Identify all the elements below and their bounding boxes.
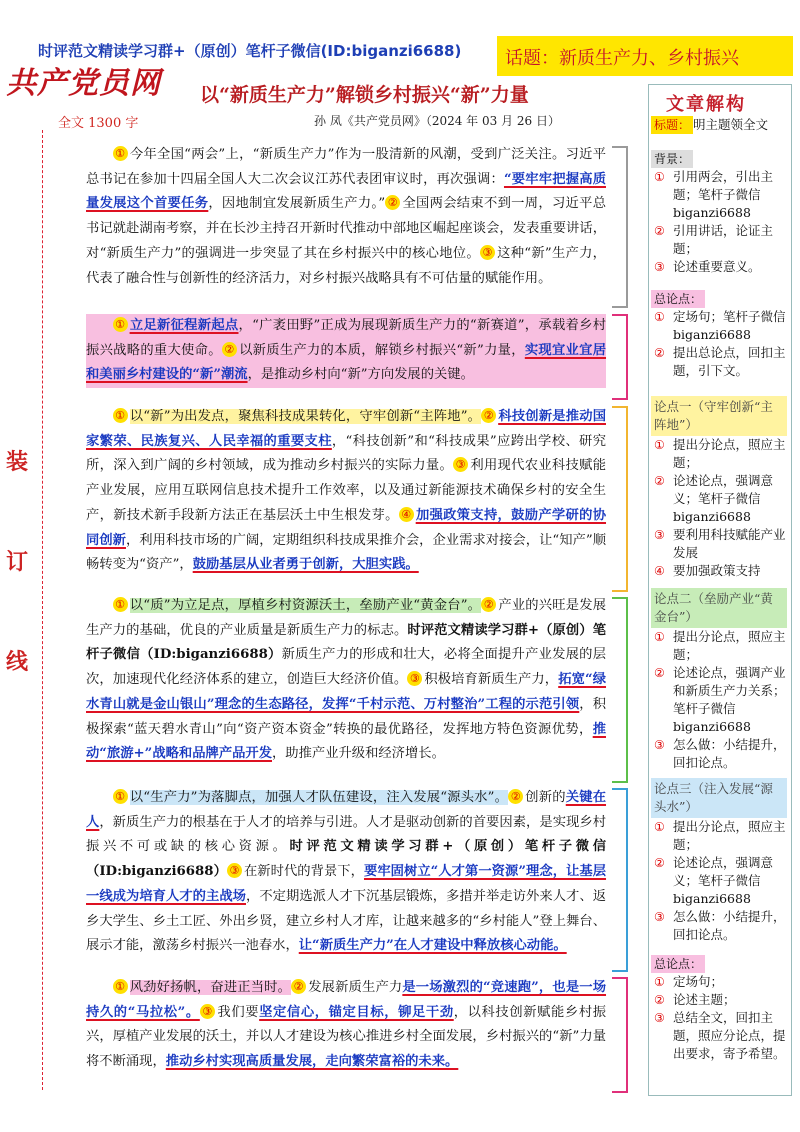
section-head: 论点三（注入发展“源头水”） — [651, 778, 787, 818]
title-note — [651, 116, 787, 134]
marker-3: ③ — [200, 1004, 215, 1019]
topic-text: 话题：新质生产力、乡村振兴 — [505, 48, 739, 69]
text: ，“广袤田野”正成为展现新质生产力的“新赛道”，承载着乡村振兴战略的重大使命。 — [86, 318, 606, 358]
paragraph-5 — [86, 786, 606, 959]
marker-1: ① — [113, 146, 128, 161]
text: 在新时代的背景下， — [243, 864, 364, 880]
marker-2: ② — [481, 597, 496, 612]
marker-3: ③ — [480, 245, 495, 260]
marker-1: ① — [113, 317, 128, 332]
key-phrase: 推动“旅游+”战略和品牌产品开发 — [86, 721, 606, 762]
marker-4: ④ — [399, 507, 414, 522]
analysis-item: ② 论述论点，强调意义；笔杆子微信 biganzi6688 — [654, 855, 774, 906]
text: 积极培育新质生产力， — [424, 672, 559, 688]
analysis-item: ③ 怎么做：小结提升，回扣论点。 — [654, 909, 786, 942]
binding-char-2: 订 — [6, 549, 29, 575]
sub-point: 以“生产力”为落脚点，加强人才队伍建设，注入发展“源头水”。 — [129, 790, 509, 805]
text: ，助推产业升级和经济增长。 — [272, 746, 445, 762]
text: 今年全国“两会”上，“新质生产力”作为一股清新的风潮，受到广泛关注。习近平总书记在参加十四届全国人大二次会议江苏代表团审议时，再次强调： — [86, 147, 606, 187]
text: ，不定期选派人才下沉基层锻炼，多措并举走访外来人才、返乡大学生、乡土工匠、外出乡贤，建立乡村人才库，让越来越多的“乡村能人”登上舞台、展示才能，激荡乡村振兴一池春水， — [86, 888, 607, 954]
paragraph-3 — [86, 405, 606, 578]
marker-3: ③ — [453, 457, 468, 472]
article-title: 以“新质生产力”解锁乡村振兴“新”力量 — [200, 84, 529, 106]
analysis-item: ③ 总结全文，回扣主题，照应分论点，提出要求，寄予希望。 — [654, 1010, 786, 1061]
analysis-item: ③ 怎么做：小结提升，回扣论点。 — [654, 737, 786, 770]
key-phrase: 科技创新是推动国家繁荣、民族复兴、人民幸福的重要支柱 — [86, 409, 606, 449]
analysis-conclusion — [651, 955, 787, 1063]
text: 风劲好扬帆，奋进正当时。 — [129, 980, 292, 995]
inline-watermark: 时评范文精读学习群+（原创）笔杆子微信（ID:biganzi6688） — [86, 622, 606, 663]
analysis-item: ② 论述主题； — [654, 992, 736, 1007]
marker-1: ① — [113, 597, 128, 612]
marker-2: ② — [385, 195, 400, 210]
bracket-point1 — [612, 406, 628, 592]
section-head: 背景： — [651, 150, 693, 168]
site-logo: 共产党员网 — [6, 66, 161, 101]
text: 利用现代农业科技赋能产业发展，应用互联网信息技术提升工作效率，以及通过新能源技术确保乡村的安全生产，新技术新手段新方法正在基层沃土中生根发芽。 — [86, 458, 607, 523]
analysis-point2 — [651, 588, 787, 772]
word-count: 全文 1300 字 — [58, 116, 139, 131]
binding-char-3: 线 — [6, 649, 29, 675]
marker-1: ① — [113, 979, 128, 994]
key-phrase: 推动乡村实现高质量发展，走向繁荣富裕的未来。 — [165, 1054, 459, 1070]
analysis-item: ① 提出分论点，照应主题； — [654, 819, 786, 852]
text: 新质生产力的形成和壮大，必将全面提升产业发展的层次，加速现代化经济体系的建立，创造巨大经济价值。 — [86, 647, 607, 688]
key-phrase: 让“新质生产力”在人才建设中释放核心动能。 — [298, 938, 567, 954]
group-header: 时评范文精读学习群+（原创）笔杆子微信(ID:biganzi6688) — [38, 42, 462, 60]
text: ，积极探索“蓝天碧水青山”向“资产资本资金”转换的最优路径，发挥地方特色资源优势， — [86, 696, 607, 737]
marker-3: ③ — [407, 671, 422, 686]
analysis-item: ④ 要加强政策支持 — [654, 563, 761, 578]
analysis-item: ① 提出分论点，照应主题； — [654, 629, 786, 662]
analysis-item: ② 提出总论点，回扣主题，引下文。 — [654, 345, 786, 378]
analysis-item: ② 引用讲话，论证主题； — [654, 223, 774, 256]
marker-2: ② — [291, 979, 306, 994]
bracket-point3 — [612, 788, 628, 972]
analysis-item: ① 定场句； — [654, 974, 724, 989]
paragraph-6 — [86, 976, 606, 1075]
analysis-item: ③ 论述重要意义。 — [654, 259, 761, 274]
bracket-conclusion — [612, 977, 628, 1093]
key-phrase: 要牢固树立“人才第一资源”理念，让基层一线成为培育人才的主战场 — [86, 864, 607, 904]
analysis-item: ① 提出分论点，照应主题； — [654, 437, 786, 470]
section-head: 论点一（守牢创新“主阵地”） — [651, 396, 787, 436]
section-head: 论点二（垒励产业“黄金台”） — [651, 588, 787, 628]
marker-1: ① — [113, 408, 128, 423]
key-phrase: 是一场激烈的“竞速跑”，也是一场持久的“马拉松”。 — [86, 980, 607, 1020]
sub-point: 以“质”为立足点，厚植乡村资源沃土，垒励产业“黄金台”。 — [129, 598, 482, 613]
text: ，新质生产力的根基在于人才的培养与引进。人才是驱动创新的首要因素，是实现乡村振兴不可或缺的核心资源。 — [86, 814, 607, 855]
key-phrase: 实现宜业宜居和美丽乡村建设的“新”潮流 — [86, 342, 607, 383]
analysis-title: 文章解构 — [666, 94, 746, 115]
key-phrase: 拓宽“绿水青山就是金山银山”理念的生态路径，发挥“千村示范、万村整治”工程的示范引领 — [86, 672, 607, 712]
text: 发展新质生产力 — [308, 980, 403, 995]
analysis-overall — [651, 290, 787, 380]
text: ，因地制宜发展新质生产力。” — [208, 196, 386, 212]
text: 创新的 — [525, 790, 566, 805]
analysis-background — [651, 150, 787, 276]
analysis-point1 — [651, 396, 787, 580]
text: 我们要 — [216, 1004, 260, 1020]
inline-watermark: 时评范文精读学习群+（原创）笔杆子微信（ID:biganzi6688） — [86, 839, 606, 880]
analysis-item: ① 定场句；笔杆子微信 biganzi6688 — [654, 309, 786, 342]
text: ，以科技创新赋能乡村振兴，厚植产业发展的沃土，并以人才建设为核心推进乡村全面发展，乡村振兴的“新”力量将不断涌现， — [86, 1004, 607, 1070]
bracket-background — [612, 146, 628, 308]
analysis-point3 — [651, 778, 787, 944]
analysis-item: ② 论述论点，强调意义；笔杆子微信 biganzi6688 — [654, 473, 774, 524]
analysis-item: ③ 要利用科技赋能产业发展 — [654, 527, 786, 560]
section-head: 总论点： — [651, 290, 705, 308]
binding-char-1: 装 — [6, 449, 29, 475]
text: ，是推动乡村向“新”方向发展的关键。 — [247, 367, 474, 383]
paragraph-1 — [86, 143, 606, 291]
text: 产业的兴旺是发展生产力的基础，优良的产业质量是新质生产力的标志。 — [86, 598, 606, 638]
key-phrase: 立足新征程新起点 — [129, 318, 239, 333]
analysis-item: ① 引用两会，引出主题；笔杆子微信 biganzi6688 — [654, 169, 774, 220]
text: 这种“新”生产力，代表了融合性与创新性的经济活力，对乡村振兴战略具有不可估量的赋能作用。 — [86, 245, 606, 286]
key-phrase: 加强政策支持，鼓励产学研的协同创新 — [86, 507, 607, 548]
marker-1: ① — [113, 789, 128, 804]
bracket-overall — [612, 314, 628, 400]
marker-3: ③ — [227, 863, 242, 878]
bracket-point2 — [612, 597, 628, 783]
key-phrase: 关键在人 — [86, 790, 607, 830]
text: ，利用科技市场的广阔，定期组织科技成果推介会，企业需求对接会，让“知产”顺畅转变为“资产”， — [86, 532, 606, 573]
title-note-text: 明主题领全文 — [693, 117, 769, 132]
text: 以新质生产力的本质，解锁乡村振兴“新”力量， — [238, 342, 525, 358]
binding-line — [42, 130, 43, 1090]
analysis-item: ② 论述论点，强调产业和新质生产力关系；笔杆子微信 biganzi6688 — [654, 665, 786, 734]
key-quote: “要牢牢把握高质量发展这个首要任务 — [86, 171, 606, 212]
paragraph-4 — [86, 594, 606, 767]
marker-2: ② — [222, 342, 237, 357]
marker-2: ② — [508, 789, 523, 804]
section-head: 总论点： — [651, 955, 705, 973]
byline: 孙 凤《共产党员网》（2024 年 03 月 26 日） — [314, 114, 560, 128]
sub-point: 以“新”为出发点，聚焦科技成果转化，守牢创新“主阵地”。 — [129, 409, 482, 424]
marker-2: ② — [481, 408, 496, 423]
key-phrase: 鼓励基层从业者勇于创新，大胆实践。 — [192, 557, 419, 573]
text: 全国两会结束不到一周，习近平总书记就赴湖南考察，并在长沙主持召开新时代推动中部地区崛起座谈会，发表重要讲话，对“新质生产力”的强调进一步突显了其在乡村振兴中的核心地位。 — [86, 196, 607, 261]
text: ，“科技创新”和“科技成果”应跨出学校、研究所，深入到广阔的乡村领域，成为推动乡村振兴的实际力量。 — [86, 433, 606, 474]
title-note-label: 标题： — [651, 116, 693, 134]
paragraph-2 — [86, 314, 606, 388]
key-phrase: 坚定信心，锚定目标，铆足干劲 — [259, 1004, 454, 1020]
